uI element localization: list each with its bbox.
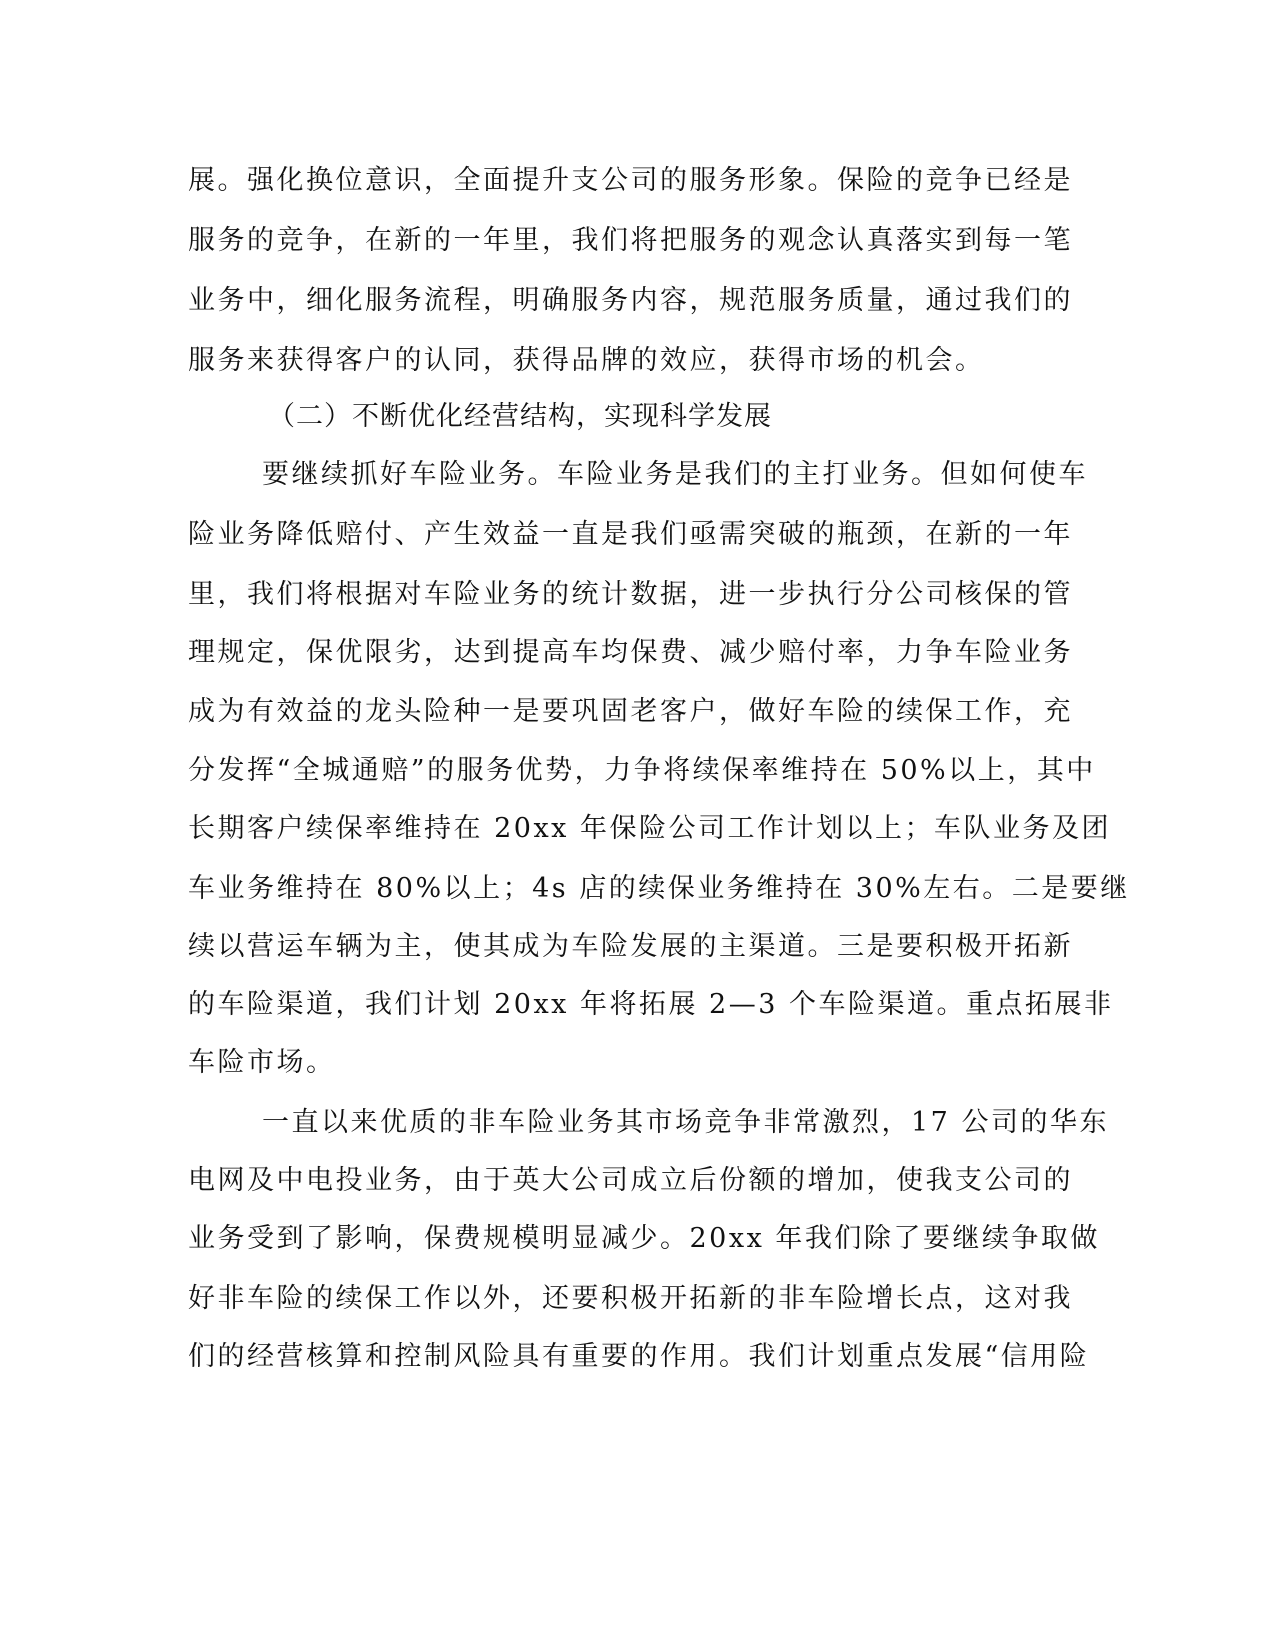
paragraph-line: 业务中，细化服务流程，明确服务内容，规范服务质量，通过我们的	[188, 285, 1073, 316]
paragraph-line: 长期客户续保率维持在 20xx 年保险公司工作计划以上；车队业务及团	[188, 813, 1111, 844]
paragraph-line: 里，我们将根据对车险业务的统计数据，进一步执行分公司核保的管	[188, 579, 1073, 610]
paragraph-line: 成为有效益的龙头险种一是要巩固老客户，做好车险的续保工作，充	[188, 696, 1073, 727]
paragraph-line: 一直以来优质的非车险业务其市场竞争非常激烈，17 公司的华东	[262, 1107, 1109, 1138]
paragraph-line: 的车险渠道，我们计划 20xx 年将拓展 2—3 个车险渠道。重点拓展非	[188, 989, 1114, 1020]
paragraph-line: 展。强化换位意识，全面提升支公司的服务形象。保险的竞争已经是	[188, 165, 1073, 196]
paragraph-line: 车业务维持在 80%以上；4s 店的续保业务维持在 30%左右。二是要继	[188, 873, 1130, 904]
paragraph-line: 理规定，保优限劣，达到提高车均保费、减少赔付率，力争车险业务	[188, 637, 1073, 668]
paragraph-line: 分发挥“全城通赔”的服务优势，力争将续保率维持在 50%以上，其中	[188, 755, 1096, 786]
paragraph-line: 服务来获得客户的认同，获得品牌的效应，获得市场的机会。	[188, 345, 985, 376]
paragraph-line: 们的经营核算和控制风险具有重要的作用。我们计划重点发展“信用险	[188, 1341, 1090, 1372]
paragraph-line: 车险市场。	[188, 1047, 336, 1078]
paragraph-line: 业务受到了影响，保费规模明显减少。20xx 年我们除了要继续争取做	[188, 1223, 1100, 1254]
paragraph-line: 电网及中电投业务，由于英大公司成立后份额的增加，使我支公司的	[188, 1165, 1073, 1196]
paragraph-line: 要继续抓好车险业务。车险业务是我们的主打业务。但如何使车	[262, 459, 1088, 490]
paragraph-line: 险业务降低赔付、产生效益一直是我们亟需突破的瓶颈，在新的一年	[188, 519, 1073, 550]
paragraph-line: 续以营运车辆为主，使其成为车险发展的主渠道。三是要积极开拓新	[188, 931, 1073, 962]
paragraph-line: 好非车险的续保工作以外，还要积极开拓新的非车险增长点，这对我	[188, 1283, 1073, 1314]
section-heading: （二）不断优化经营结构，实现科学发展	[268, 401, 772, 432]
paragraph-line: 服务的竞争，在新的一年里，我们将把服务的观念认真落实到每一笔	[188, 225, 1073, 256]
